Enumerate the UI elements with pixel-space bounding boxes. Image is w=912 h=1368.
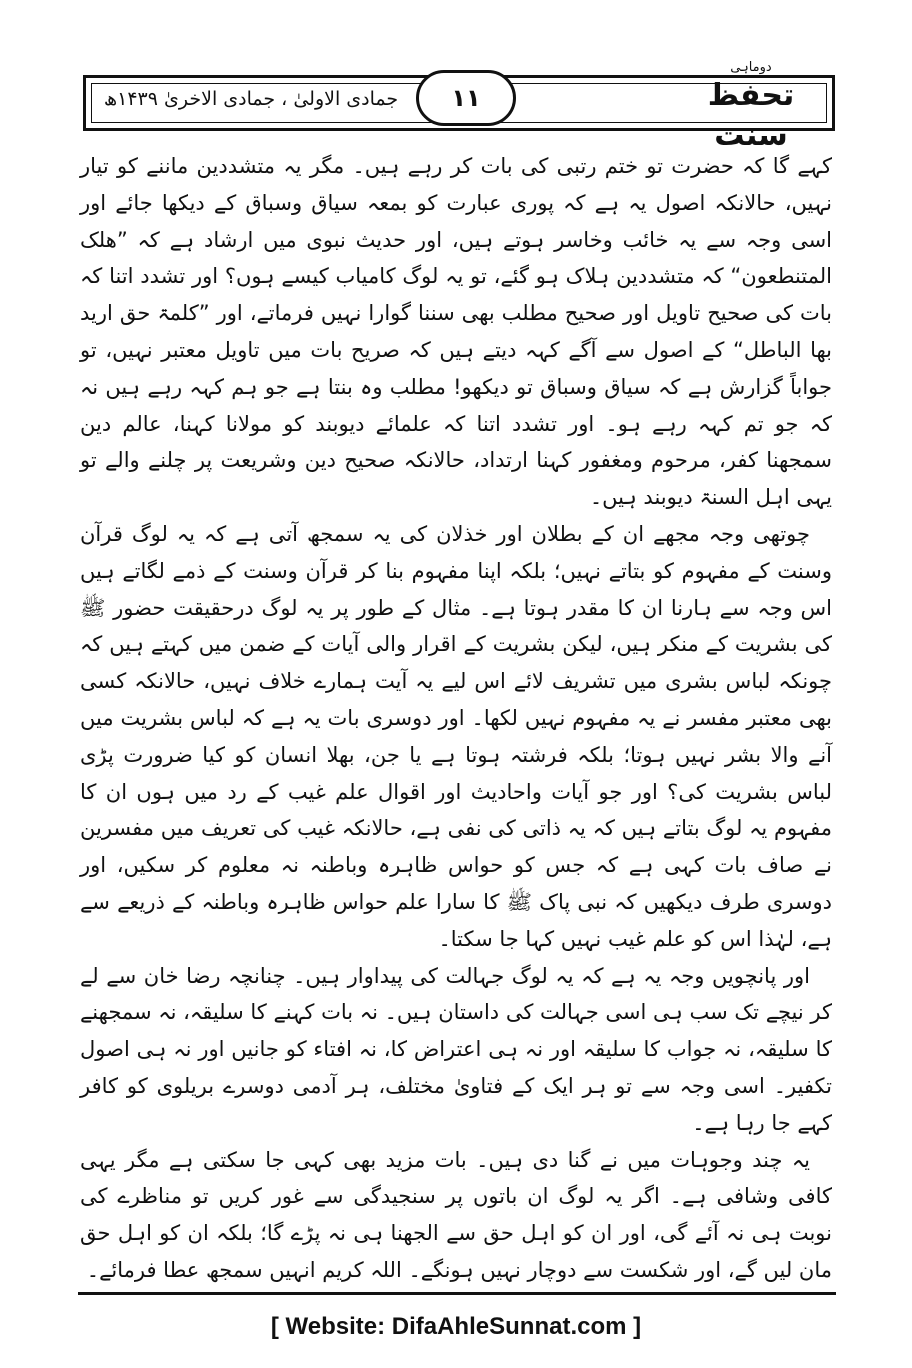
- magazine-subtitle: دوماہی: [730, 60, 772, 75]
- paragraph-3: اور پانچویں وجہ یہ ہے کہ یہ لوگ جہالت کی پیداوار ہیں۔ چنانچہ رضا خان سے لے کر نیچے تک سب ہی اسی جہالت کی داستان ہیں۔ نہ بات کہنے کا سلیقہ، نہ سمجھنے کا سلیقہ، نہ جواب کا سلیقہ اور نہ ہی اعتراض کا، نہ افتاء کو جانیں اور نہ ہی اصول تکفیر۔ اسی وجہ سے تو ہر ایک کے فتاویٰ مختلف، ہر آدمی دوسرے بریلوی کو کافر کہے جا رہا ہے۔: [80, 963, 832, 1135]
- magazine-title: تحفظ سنت: [707, 78, 795, 153]
- website-footer: [ Website: DifaAhleSunnat.com ]: [270, 1313, 642, 1340]
- paragraph-1: کہے گا کہ حضرت تو ختم رتبی کی بات کر رہے ہیں۔ مگر یہ متشددین ماننے کو تیار نہیں، حالانکہ اصول یہ ہے کہ پوری عبارت کو بمعہ سیاق وسباق کے دیکھا جائے اور اسی وجہ سے یہ خائب وخاسر ہوتے ہیں، اور حدیث نبوی میں ارشاد ہے کہ ”ھلک المتنطعون“ کہ متشددین ہلاک ہو گئے، تو یہ لوگ کامیاب کیسے ہوں؟ اور تشدد اتنا کہ بات کی صحیح تاویل اور صحیح مطلب بھی سننا گوارا نہیں فرماتے، اور ”کلمۃ حق ارید بھا الباطل“ کے اصول سے آگے کہہ دیتے ہیں کہ صریح بات میں تاویل معتبر نہیں، تو جواباً گزارش ہے کہ سیاق وسباق تو دیکھو! مطلب وہ بنتا ہے جو ہم کہہ رہے ہیں نہ کہ جو تم کہہ رہے ہو۔ اور تشدد اتنا کہ علمائے دیوبند کو مولانا کہنا، عالم دین سمجھنا کفر، مرحوم ومغفور کہنا ارتداد، حالانکہ صحیح دین وشریعت پر چلنے والے تو یہی اہل السنۃ دیوبند ہیں۔: [80, 154, 832, 510]
- page-header: [83, 60, 835, 153]
- paragraph-4: یہ چند وجوہات میں نے گنا دی ہیں۔ بات مزید بھی کہی جا سکتی ہے مگر یہی کافی وشافی ہے۔ اگر یہ لوگ ان باتوں پر سنجیدگی سے غور کریں تو مناظرے کی نوبت ہی نہ آئے گی، اور ان کو اہل حق سے الجھنا ہی نہ پڑے گا؛ بلکہ ان کو اہل حق مان لیں گے، اور شکست سے دوچار نہیں ہونگے۔ اللہ کریم انہیں سمجھ عطا فرمائے۔: [80, 1147, 832, 1282]
- issue-dates: جمادی الاولیٰ ، جمادی الاخریٰ ۱۴۳۹ھ: [103, 88, 399, 110]
- magazine-logo: [676, 60, 826, 153]
- article-body: [80, 148, 832, 1282]
- paragraph-2: چوتھی وجہ مجھے ان کے بطلان اور خذلان کی یہ سمجھ آتی ہے کہ یہ لوگ قرآن وسنت کے مفہوم کو بتاتے نہیں؛ بلکہ اپنا مفہوم بنا کر قرآن وسنت کے ذمے لگاتے ہیں اس وجہ سے ہارنا ان کا مقدر ہوتا ہے۔ مثال کے طور پر یہ لوگ درحقیقت حضور ﷺ کی بشریت کے منکر ہیں، لیکن بشریت کے اقرار والی آیات کے ضمن میں کہتے ہیں کہ چونکہ لباس بشری میں تشریف لائے اس لیے یہ آیت ہمارے خلاف نہیں، حالانکہ کسی بھی معتبر مفسر نے یہ مفہوم نہیں لکھا۔ اور دوسری بات یہ ہے کہ لباس بشریت میں آنے والا بشر نہیں ہوتا؛ بلکہ فرشتہ ہوتا ہے یا جن، بھلا انسان کو کیا ضرورت پڑی لباس بشریت کی؟ اور جو آیات واحادیث اور اقوال علم غیب کے رد میں ہوں ان کا مفہوم یہ لوگ بتاتے ہیں کہ یہ ذاتی کی نفی ہے، حالانکہ غیب کی تعریف میں مفسرین نے صاف بات کہی ہے کہ جس کو حواس ظاہرہ وباطنہ نہ معلوم کر سکیں، اور دوسری طرف دیکھیں کہ نبی پاک ﷺ کا سارا علم حواس ظاہرہ وباطنہ کے ذریعے سے ہے، لہٰذا اس کو علم غیب نہیں کہا جا سکتا۔: [80, 521, 832, 951]
- page-number: ۱۱: [416, 70, 516, 126]
- footer-divider: [78, 1292, 836, 1295]
